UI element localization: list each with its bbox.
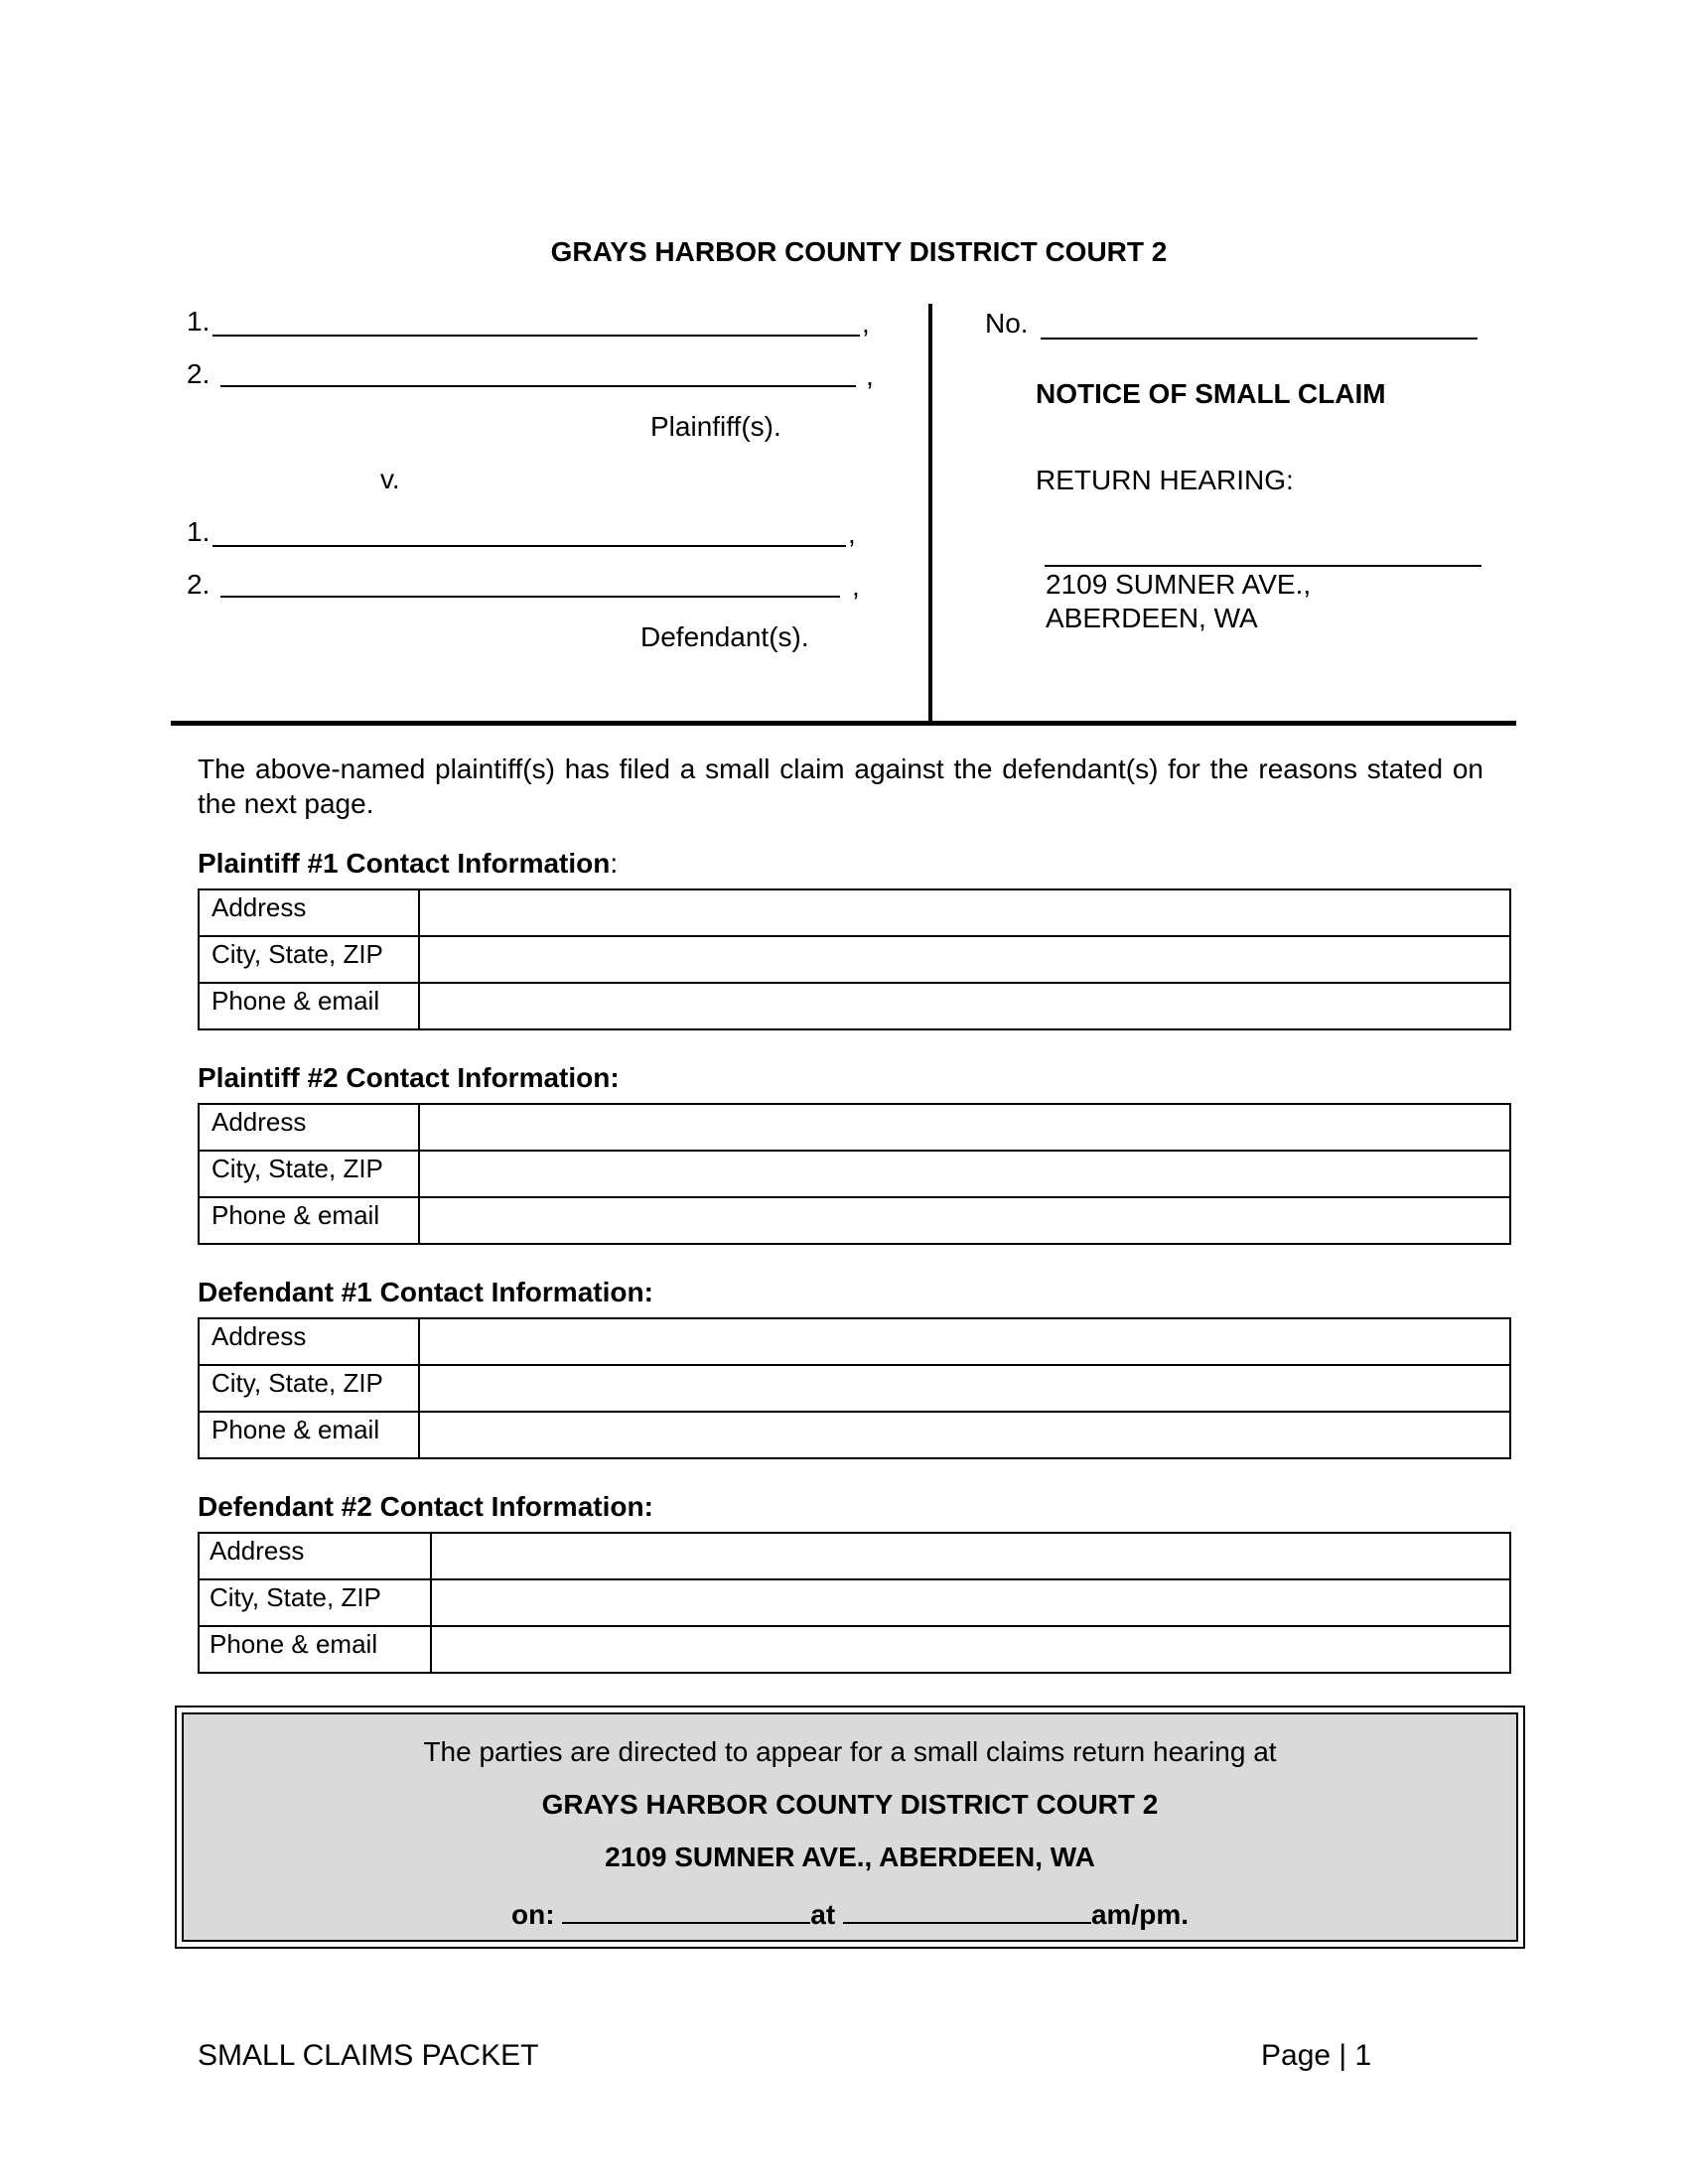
defendant-1-city-field[interactable] bbox=[419, 1365, 1510, 1412]
caption-horizontal-divider bbox=[171, 721, 1516, 726]
city-state-zip-label: City, State, ZIP bbox=[199, 936, 419, 983]
table-row bbox=[199, 983, 1510, 1029]
heading-text: Plaintiff #1 Contact Information bbox=[198, 848, 611, 879]
defendant-1-contact-heading: Defendant #1 Contact Information: bbox=[198, 1277, 653, 1307]
table-row bbox=[199, 1579, 1510, 1626]
plaintiff-2-name-field[interactable] bbox=[220, 359, 856, 387]
city-state-zip-label: City, State, ZIP bbox=[199, 1365, 419, 1412]
plaintiffs-label: Plainfiff(s). bbox=[650, 411, 781, 442]
court-title: GRAYS HARBOR COUNTY DISTRICT COURT 2 bbox=[550, 236, 1168, 267]
plaintiff-1-contact-table bbox=[198, 888, 1511, 1030]
defendant-2-city-field[interactable] bbox=[431, 1579, 1510, 1626]
comma: , bbox=[862, 308, 870, 339]
footer-page-number: Page | 1 bbox=[1261, 2039, 1372, 2072]
phone-email-label: Phone & email bbox=[199, 983, 419, 1029]
city-state-zip-label: City, State, ZIP bbox=[199, 1579, 431, 1626]
table-row bbox=[199, 1318, 1510, 1365]
comma: , bbox=[852, 571, 860, 602]
table-row bbox=[199, 1533, 1510, 1579]
return-hearing-date-field[interactable] bbox=[1045, 541, 1481, 567]
defendant-2-number: 2. bbox=[187, 569, 211, 600]
city-state-zip-label: City, State, ZIP bbox=[199, 1151, 419, 1197]
defendant-1-phone-field[interactable] bbox=[419, 1412, 1510, 1458]
plaintiff-1-contact-heading bbox=[198, 848, 618, 880]
defendant-2-contact-heading: Defendant #2 Contact Information: bbox=[198, 1491, 653, 1522]
on-label: on: bbox=[510, 1899, 555, 1930]
hearing-date-time-line bbox=[184, 1894, 1516, 1931]
plaintiff-1-number: 1. bbox=[187, 306, 211, 337]
table-row bbox=[199, 1365, 1510, 1412]
hearing-time-field[interactable] bbox=[843, 1894, 1091, 1924]
case-number-label: No. bbox=[985, 308, 1029, 339]
address-label: Address bbox=[199, 1533, 431, 1579]
table-row bbox=[199, 889, 1510, 936]
table-row bbox=[199, 936, 1510, 983]
return-hearing-label: RETURN HEARING: bbox=[1036, 465, 1294, 495]
versus-label: v. bbox=[380, 464, 400, 494]
plaintiff-2-contact-table bbox=[198, 1103, 1511, 1245]
plaintiff-2-contact-heading: Plaintiff #2 Contact Information: bbox=[198, 1062, 620, 1093]
defendant-1-number: 1. bbox=[187, 516, 211, 547]
comma: , bbox=[848, 518, 856, 549]
notice-title: NOTICE OF SMALL CLAIM bbox=[1036, 378, 1386, 409]
case-number-field[interactable] bbox=[1041, 312, 1477, 340]
table-row bbox=[199, 1151, 1510, 1197]
address-label: Address bbox=[199, 1104, 419, 1151]
caption-vertical-divider bbox=[928, 304, 932, 723]
at-label: at bbox=[810, 1899, 836, 1930]
phone-email-label: Phone & email bbox=[199, 1197, 419, 1244]
plaintiff-1-phone-field[interactable] bbox=[419, 983, 1510, 1029]
court-address-line1: 2109 SUMNER AVE., bbox=[1046, 569, 1312, 600]
intro-paragraph: The above-named plaintiff(s) has filed a small claim against the defendant(s) for the reasons stated on the next page. bbox=[198, 753, 1483, 819]
defendant-1-contact-table bbox=[198, 1317, 1511, 1459]
table-row bbox=[199, 1412, 1510, 1458]
defendant-2-name-field[interactable] bbox=[220, 570, 840, 598]
court-address-line2: ABERDEEN, WA bbox=[1046, 603, 1258, 633]
plaintiff-1-name-field[interactable] bbox=[212, 309, 860, 337]
table-row bbox=[199, 1197, 1510, 1244]
plaintiff-2-number: 2. bbox=[187, 358, 211, 389]
plaintiff-2-address-field[interactable] bbox=[419, 1104, 1510, 1151]
defendant-2-address-field[interactable] bbox=[431, 1533, 1510, 1579]
plaintiff-1-address-field[interactable] bbox=[419, 889, 1510, 936]
phone-email-label: Phone & email bbox=[199, 1626, 431, 1673]
plaintiff-2-phone-field[interactable] bbox=[419, 1197, 1510, 1244]
hearing-court-name: GRAYS HARBOR COUNTY DISTRICT COURT 2 bbox=[541, 1789, 1159, 1820]
phone-email-label: Phone & email bbox=[199, 1412, 419, 1458]
plaintiff-2-city-field[interactable] bbox=[419, 1151, 1510, 1197]
plaintiff-1-city-field[interactable] bbox=[419, 936, 1510, 983]
table-row bbox=[199, 1626, 1510, 1673]
comma: , bbox=[866, 360, 874, 391]
footer-packet-label: SMALL CLAIMS PACKET bbox=[198, 2039, 539, 2072]
defendant-2-contact-table bbox=[198, 1532, 1511, 1674]
defendant-1-address-field[interactable] bbox=[419, 1318, 1510, 1365]
heading-colon: : bbox=[610, 848, 619, 879]
table-row bbox=[199, 1104, 1510, 1151]
hearing-court-address: 2109 SUMNER AVE., ABERDEEN, WA bbox=[605, 1842, 1095, 1872]
defendants-label: Defendant(s). bbox=[640, 621, 809, 652]
ampm-label: am/pm. bbox=[1090, 1899, 1190, 1930]
hearing-instruction: The parties are directed to appear for a small claims return hearing at bbox=[423, 1736, 1277, 1767]
hearing-date-field[interactable] bbox=[562, 1894, 810, 1924]
defendant-1-name-field[interactable] bbox=[212, 519, 846, 547]
address-label: Address bbox=[199, 1318, 419, 1365]
hearing-notice-box bbox=[182, 1712, 1518, 1942]
defendant-2-phone-field[interactable] bbox=[431, 1626, 1510, 1673]
address-label: Address bbox=[199, 889, 419, 936]
